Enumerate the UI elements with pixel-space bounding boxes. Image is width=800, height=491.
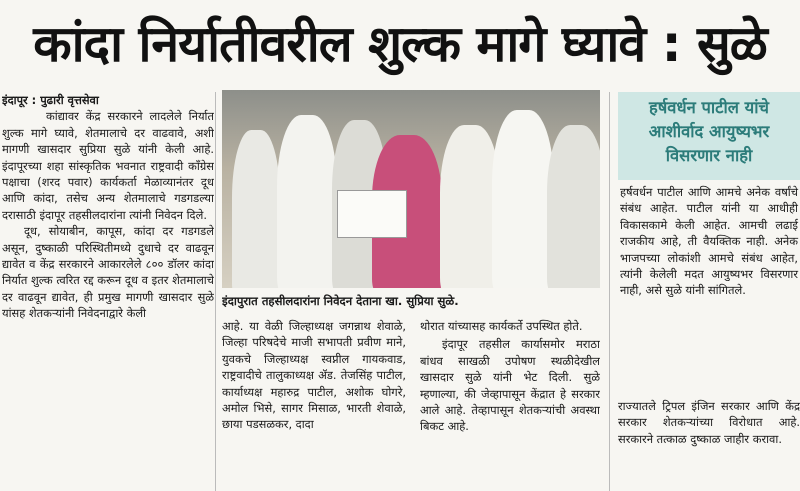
headline: कांदा निर्यातीवरील शुल्क मागे घ्यावे : सुळे xyxy=(33,15,767,73)
column-3-paragraph-1: थोरात यांच्यासह कार्यकर्ते उपस्थित होते. xyxy=(420,319,583,333)
memorandum-paper xyxy=(337,190,407,238)
sidebar-box-text: हर्षवर्धन पाटील आणि आमचे अनेक वर्षांचे संबंध आहेत. पाटील यांनी या आधीही विकासकामे केली आहेत. आमची लढाई राजकीय आहे, ती वैयक्तिक नाही. अनेक भाजपच्या लोकांशी आमचे संबंध आहेत, त्यांनी केलेली मदत आयुष्यभर विसरणार नाही, असे सुळे यांनी सांगितले. xyxy=(620,185,798,298)
column-4 xyxy=(618,398,800,491)
sidebar-box-title: हर्षवर्धन पाटील यांचे आशीर्वाद आयुष्यभर विसरणार नाही xyxy=(618,92,800,180)
column-3-paragraph-2: इंदापूर तहसील कार्यासमोर मराठा बांधव साखळी उपोषण स्थळीदेखील खासदार सुळे यांनी भेट दिली. सुळे म्हणाल्या, की जेव्हापासून केंद्रात हे सरकार आले आहे. तेव्हापासून शेतकऱ्यांची अवस्था बिकट आहे. xyxy=(420,337,600,434)
dateline: इंदापूर : पुढारी वृत्तसेवा xyxy=(2,93,99,107)
news-photo xyxy=(222,90,600,288)
column-1-paragraph-1: कांद्यावर केंद्र सरकारने लादलेले निर्यात शुल्क मागे घ्यावे, शेतमालाचे दर वाढवावे, अशी मागणी खासदार सुप्रिया सुळे यांनी केली आहे. इंदापूरच्या शहा सांस्कृतिक भवनात राष्ट्रवादी काँग्रेस पक्षाचा (शरद पवार) कार्यकर्ता मेळाव्यानंतर दूध आणि कांदा, तसेच अन्य शेतमालाचे गडगडल्या दरासाठी इंदापूर तहसीलदारांना त्यांनी निवेदन दिले. xyxy=(2,109,214,222)
column-1-paragraph-2: दूध, सोयाबीन, कापूस, कांदा दर गडगडले असून, दुष्काळी परिस्थितीमध्ये दुधाचे दर वाढवून द्यावेत व केंद्र सरकारने आकारलेले ८०० डॉलर कांदा निर्यात शुल्क त्वरित रद्द करून दूध व इतर शेतमालाचे दर वाढवून द्यावेत, ही प्रमुख मागणी खासदार सुळे यांसह शेतकऱ्यांनी निवेदनाद्वारे केली xyxy=(2,224,214,321)
column-3 xyxy=(420,318,600,491)
sidebar-box xyxy=(618,92,800,382)
column-1 xyxy=(2,92,214,491)
column-2 xyxy=(222,318,406,491)
column-4-paragraph: राज्यातले ट्रिपल इंजिन सरकार आणि केंद्र सरकार शेतकऱ्यांच्या विरोधात आहे. सरकारने तत्काळ दुष्काळ जाहीर करावा. xyxy=(618,399,800,446)
photo-caption: इंदापुरात तहसीलदारांना निवेदन देताना खा. सुप्रिया सुळे. xyxy=(222,294,459,308)
column-2-paragraph: आहे. या वेळी जिल्हाध्यक्ष जगन्नाथ शेवाळे, जिल्हा परिषदेचे माजी सभापती प्रवीण माने, युवकचे जिल्हाध्यक्ष स्वप्नील गायकवाड, राष्ट्रवादीचे तालुकाध्यक्ष ॲड. तेजसिंह पाटील, कार्याध्यक्ष महारुद्र पाटील, अशोक घोगरे, अमोल भिसे, सागर मिसाळ, भारती शेवाळे, छाया पडसळकर, दादा xyxy=(222,319,406,432)
column-divider xyxy=(609,92,610,491)
column-divider xyxy=(215,92,216,491)
